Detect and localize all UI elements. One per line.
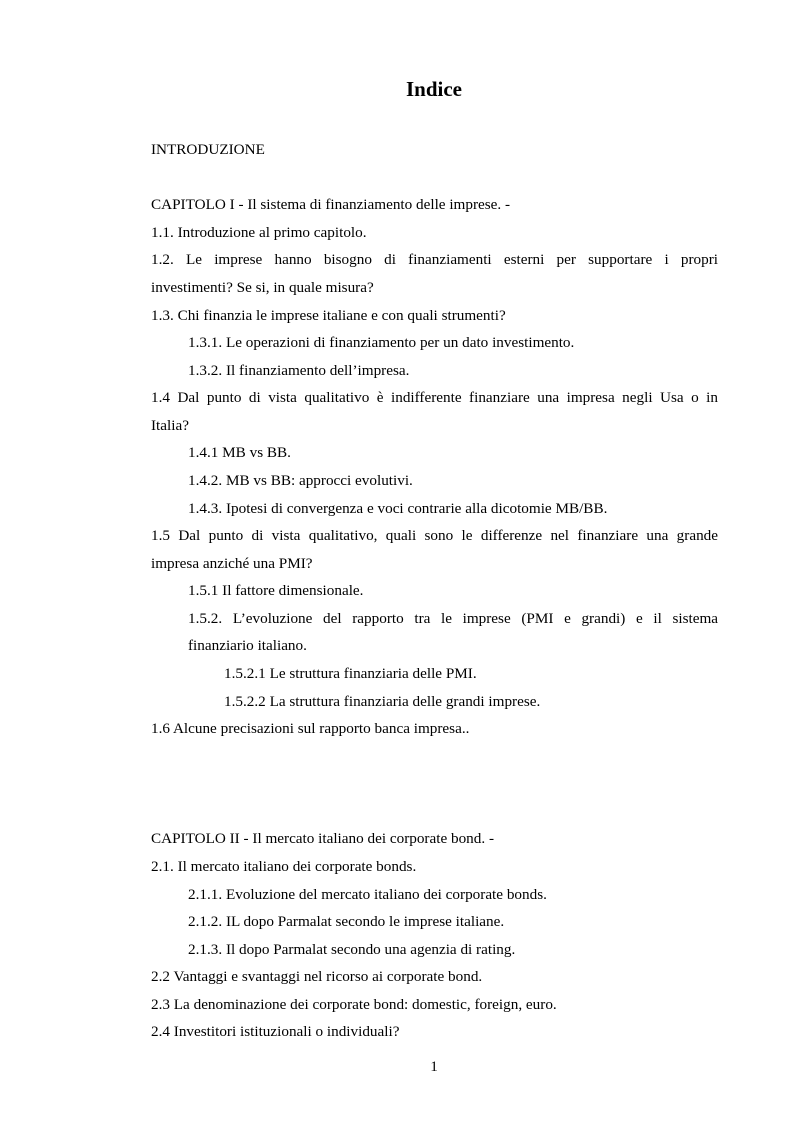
toc-entry-1-5-line1: 1.5 Dal punto di vista qualitativo, quali sono le differenze nel finanziare una grande (151, 527, 718, 544)
toc-entry-1-5-1: 1.5.1 Il fattore dimensionale. (188, 582, 364, 599)
toc-entry-2-1-2: 2.1.2. IL dopo Parmalat secondo le imprese italiane. (188, 913, 505, 930)
toc-entry-1-2-line1: 1.2. Le imprese hanno bisogno di finanziamenti esterni per supportare i propri (151, 251, 718, 268)
toc-entry-1-4-2: 1.4.2. MB vs BB: approcci evolutivi. (188, 472, 413, 489)
toc-entry-2-1-1: 2.1.1. Evoluzione del mercato italiano dei corporate bonds. (188, 886, 547, 903)
toc-entry-1-5-2-1: 1.5.2.1 Le struttura finanziaria delle PMI. (224, 665, 477, 682)
toc-entry-1-5-2-line1: 1.5.2. L’evoluzione del rapporto tra le imprese (PMI e grandi) e il sistema (188, 610, 718, 627)
toc-entry-1-6: 1.6 Alcune precisazioni sul rapporto banca impresa.. (151, 720, 470, 737)
toc-entry-2-3: 2.3 La denominazione dei corporate bond: domestic, foreign, euro. (151, 996, 557, 1013)
toc-entry-2-1: 2.1. Il mercato italiano dei corporate bonds. (151, 858, 417, 875)
toc-entry-1-4-3: 1.4.3. Ipotesi di convergenza e voci contrarie alla dicotomie MB/BB. (188, 500, 608, 517)
toc-entry-2-4: 2.4 Investitori istituzionali o individuali? (151, 1023, 400, 1040)
toc-entry-1-4-line2: Italia? (151, 417, 189, 434)
page-title: Indice (405, 77, 462, 101)
toc-entry-1-4-1: 1.4.1 MB vs BB. (188, 444, 291, 461)
chapter-1-heading: CAPITOLO I - Il sistema di finanziamento delle imprese. - (151, 196, 511, 213)
toc-entry-1-4-line1: 1.4 Dal punto di vista qualitativo è indifferente finanziare una impresa negli Usa o in (151, 389, 718, 406)
toc-entry-2-1-3: 2.1.3. Il dopo Parmalat secondo una agenzia di rating. (188, 941, 516, 958)
toc-entry-1-3-1: 1.3.1. Le operazioni di finanziamento per un dato investimento. (188, 334, 575, 351)
toc-entry-1-1: 1.1. Introduzione al primo capitolo. (151, 224, 367, 241)
toc-entry-1-5-line2: impresa anziché una PMI? (151, 555, 313, 572)
toc-entry-2-2: 2.2 Vantaggi e svantaggi nel ricorso ai corporate bond. (151, 968, 483, 985)
toc-entry-1-3: 1.3. Chi finanzia le imprese italiane e con quali strumenti? (151, 307, 506, 324)
toc-entry-1-5-2-line2: finanziario italiano. (188, 637, 307, 654)
chapter-2-heading: CAPITOLO II - Il mercato italiano dei corporate bond. - (151, 830, 495, 847)
toc-introduction: INTRODUZIONE (151, 141, 265, 158)
toc-entry-1-3-2: 1.3.2. Il finanziamento dell’impresa. (188, 362, 410, 379)
toc-entry-1-2-line2: investimenti? Se si, in quale misura? (151, 279, 374, 296)
page-number: 1 (430, 1058, 438, 1075)
toc-entry-1-5-2-2: 1.5.2.2 La struttura finanziaria delle grandi imprese. (224, 693, 541, 710)
